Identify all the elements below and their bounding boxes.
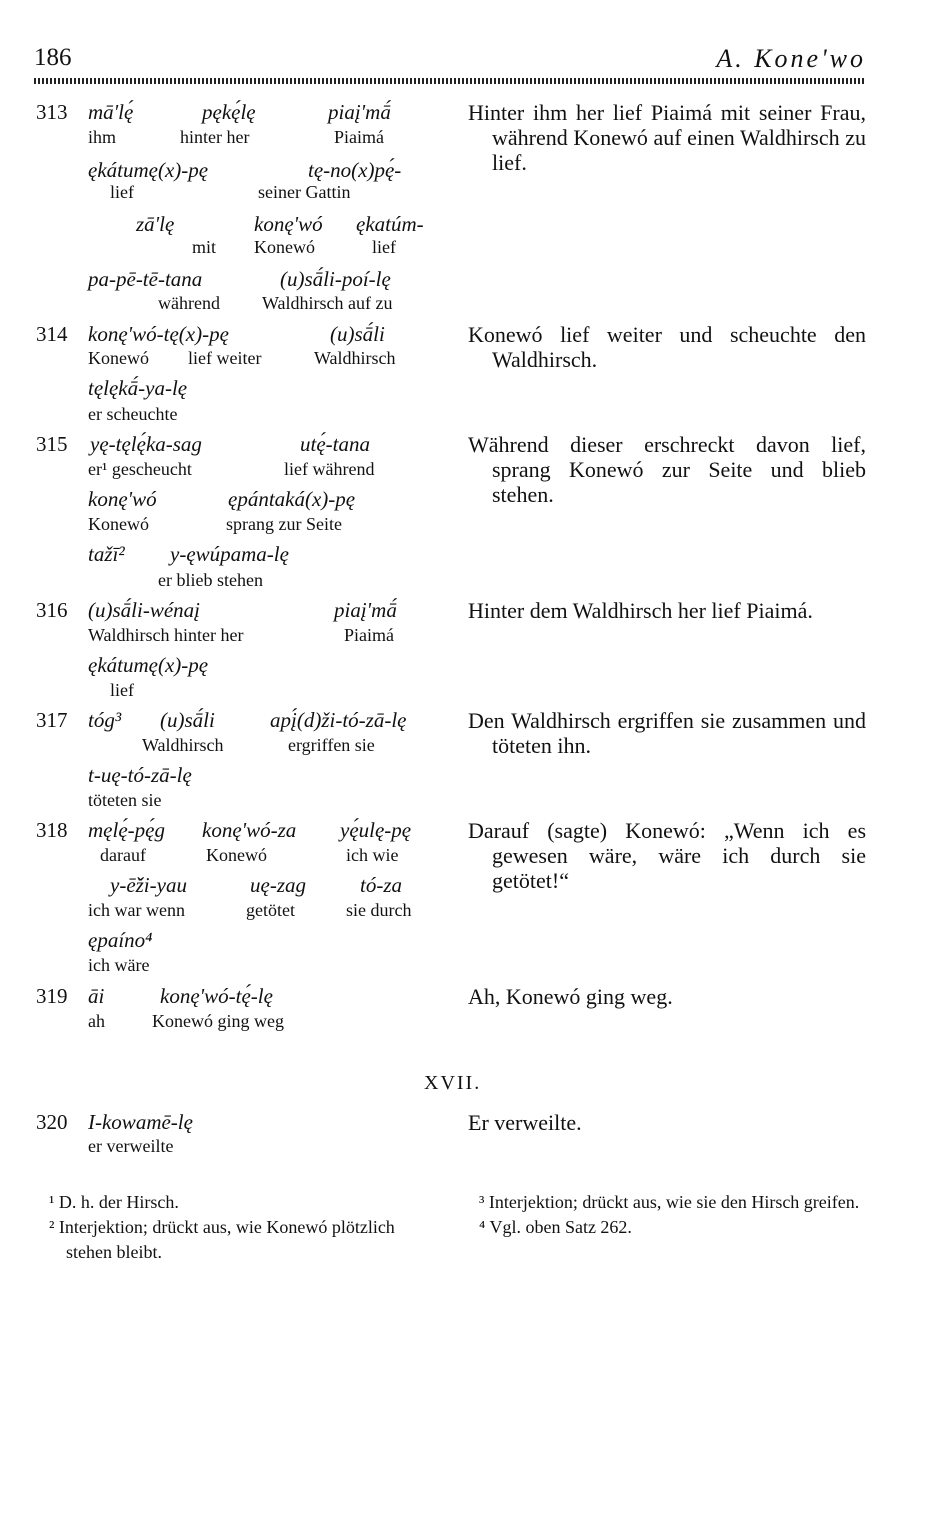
- sentence-number: 320: [36, 1110, 68, 1134]
- gloss-word: Konewó: [254, 237, 315, 257]
- gloss-word: Waldhirsch hinter her: [88, 625, 244, 645]
- source-word: ękátumę(x)-pę: [88, 653, 209, 677]
- translation: [468, 1110, 866, 1135]
- translation-text: Hinter ihm her lief Piaimá mit seiner Frau, während Konewó auf einen Waldhirsch zu lief.: [468, 100, 866, 175]
- source-word: tę-no(x)pę́-: [308, 158, 402, 182]
- source-word: āi: [88, 984, 105, 1008]
- source-word: ępántaká(x)-pę: [228, 487, 356, 511]
- gloss-word: während: [158, 293, 220, 313]
- sentence-number: 315: [36, 432, 68, 456]
- translation: [468, 432, 866, 507]
- gloss-word: Waldhirsch: [142, 735, 224, 755]
- source-word: (u)sā́li: [330, 322, 385, 346]
- source-word: apį́(d)ži-tó-zā-lę: [270, 708, 407, 732]
- translation-text: Darauf (sagte) Konewó: „Wenn ich es gewesen wäre, wäre ich durch sie getötet!“: [468, 818, 866, 893]
- gloss-word: lief: [110, 182, 134, 202]
- translation: [468, 984, 866, 1009]
- translation: [468, 322, 866, 372]
- source-word: konę'wó-tę́-lę: [160, 984, 273, 1008]
- source-word: piaį'mā́: [328, 100, 391, 124]
- gloss-word: lief: [110, 680, 134, 700]
- sentence-number: 317: [36, 708, 68, 732]
- translation: [468, 100, 866, 175]
- source-word: mā'lę́: [88, 100, 134, 124]
- source-word: (u)sā́li-wénaį: [88, 598, 200, 622]
- source-word: utę́-tana: [300, 432, 370, 456]
- source-word: y-ęwúpama-lę: [170, 542, 289, 566]
- gloss-word: Konewó: [206, 845, 267, 865]
- gloss-word: er scheuchte: [88, 404, 178, 424]
- source-word: konę'wó: [254, 212, 323, 236]
- source-word: konę'wó-za: [202, 818, 297, 842]
- gloss-word: ihm: [88, 127, 117, 147]
- footnote: ⁴ Vgl. oben Satz 262.: [479, 1217, 632, 1237]
- source-word: (u)sā́li-poí-lę: [280, 267, 391, 291]
- gloss-word: ich wie: [346, 845, 399, 865]
- source-word: y-ē̌ži-yau: [110, 873, 187, 897]
- gloss-word: mit: [192, 237, 217, 257]
- source-word: konę'wó: [88, 487, 157, 511]
- source-word: yę-tęlę́ka-sag: [90, 432, 202, 456]
- source-word: ękátumę(x)-pę: [88, 158, 209, 182]
- gloss-word: Piaimá: [344, 625, 394, 645]
- translation: [468, 818, 866, 893]
- gloss-word: Konewó: [88, 348, 149, 368]
- gloss-word: er verweilte: [88, 1136, 174, 1156]
- gloss-word: Waldhirsch auf zu: [262, 293, 393, 313]
- source-word: yę́ulę-pę: [340, 818, 412, 842]
- gloss-word: ergriffen sie: [288, 735, 375, 755]
- gloss-word: hinter her: [180, 127, 250, 147]
- footnote: ³ Interjektion; drückt aus, wie sie den Hirsch greifen.: [479, 1192, 860, 1212]
- source-word: t-uę-tó-zā-lę: [88, 763, 192, 787]
- sentence-number: 319: [36, 984, 68, 1008]
- gloss-word: getötet: [246, 900, 295, 920]
- gloss-word: Konewó ging weg: [152, 1011, 284, 1031]
- source-word: (u)sā́li: [160, 708, 215, 732]
- translation-text: Den Waldhirsch ergriffen sie zusammen und töteten ihn.: [468, 708, 866, 758]
- translation-text: Hinter dem Waldhirsch her lief Piaimá.: [468, 598, 813, 623]
- translation: [468, 708, 866, 758]
- gloss-word: lief weiter: [188, 348, 262, 368]
- sentence-number: 316: [36, 598, 68, 622]
- gloss-word: sprang zur Seite: [226, 514, 342, 534]
- footnotes-right: [466, 1190, 866, 1240]
- footnote: ¹ D. h. der Hirsch.: [49, 1192, 179, 1212]
- running-title: A. Kone'wo: [716, 44, 866, 73]
- gloss-word: ich wäre: [88, 955, 150, 975]
- footnote: ² Interjektion; drückt aus, wie Konewó plötzlich stehen bleibt.: [49, 1217, 395, 1262]
- source-word: ępaíno⁴: [88, 928, 153, 952]
- source-word: zā'lę: [136, 212, 175, 236]
- gloss-word: Piaimá: [334, 127, 384, 147]
- source-word: tažī²: [88, 542, 125, 566]
- gloss-word: töteten sie: [88, 790, 162, 810]
- gloss-word: er blieb stehen: [158, 570, 263, 590]
- gloss-word: lief während: [284, 459, 375, 479]
- translation: [468, 598, 866, 623]
- gloss-word: seiner Gattin: [258, 182, 351, 202]
- source-word: konę'wó-tę(x)-pę: [88, 322, 229, 346]
- gloss-word: darauf: [100, 845, 146, 865]
- page-number: 186: [34, 44, 72, 71]
- translation-text: Während dieser erschreckt davon lief, sprang Konewó zur Seite und blieb stehen.: [468, 432, 866, 507]
- footnotes-left: [36, 1190, 434, 1265]
- gloss-word: sie durch: [346, 900, 412, 920]
- gloss-word: Waldhirsch: [314, 348, 396, 368]
- source-word: I-kowamē-lę: [88, 1110, 193, 1134]
- chapter-heading: XVII.: [424, 1072, 482, 1094]
- gloss-word: er¹ gescheucht: [88, 459, 192, 479]
- sentence-number: 313: [36, 100, 68, 124]
- translation-text: Er verweilte.: [468, 1110, 582, 1135]
- source-word: tęlękā́-ya-lę: [88, 376, 188, 400]
- gloss-word: Konewó: [88, 514, 149, 534]
- source-word: tóg³: [88, 708, 122, 732]
- source-word: uę-zag: [250, 873, 306, 897]
- source-word: ękatúm-: [356, 212, 424, 236]
- sentence-number: 318: [36, 818, 68, 842]
- translation-text: Konewó lief weiter und scheuchte den Waldhirsch.: [468, 322, 866, 372]
- source-word: piaį'mā́: [334, 598, 397, 622]
- source-word: pękę́lę: [202, 100, 256, 124]
- gloss-word: lief: [372, 237, 396, 257]
- source-word: tó-za: [360, 873, 402, 897]
- source-word: męlę́-pę́g: [88, 818, 165, 842]
- source-word: pa-pē-tē-tana: [88, 267, 203, 291]
- header-rule: [34, 78, 866, 84]
- gloss-word: ah: [88, 1011, 105, 1031]
- translation-text: Ah, Konewó ging weg.: [468, 984, 673, 1009]
- sentence-number: 314: [36, 322, 68, 346]
- gloss-word: ich war wenn: [88, 900, 185, 920]
